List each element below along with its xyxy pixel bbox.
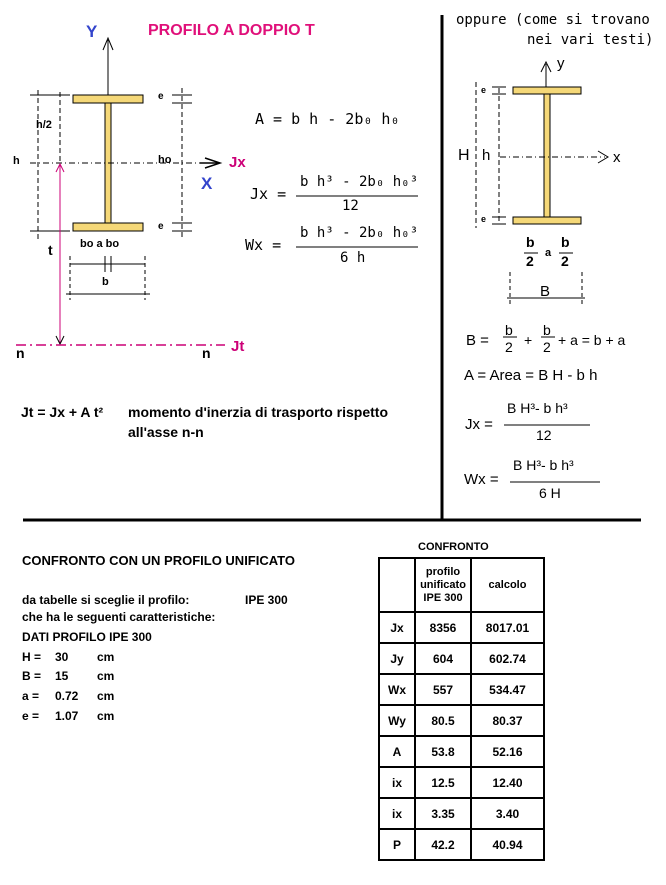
row-unit: cm: [97, 669, 115, 683]
formula-B-frac1-num: b: [505, 322, 513, 338]
row-label: a =: [22, 689, 40, 703]
cell-key: Wy: [379, 705, 415, 736]
formula-area-right: A = Area = B H - b h: [464, 367, 598, 384]
title-doppio-t: PROFILO A DOPPIO T: [148, 22, 315, 39]
b-half-num-2: b: [561, 234, 570, 250]
dim-e-bottom: e: [158, 221, 164, 232]
jt-axis-label: Jt: [231, 338, 245, 355]
dim-ho: ho: [158, 154, 172, 166]
row-value: 30: [55, 650, 69, 664]
table-title: CONFRONTO: [418, 541, 489, 553]
x-axis-right-label: x: [613, 149, 621, 166]
cell-unificato: 604: [415, 643, 471, 674]
formula-B-frac2-den: 2: [543, 339, 551, 355]
formula-jx-right-num: B H³- b h³: [507, 400, 568, 416]
cell-unificato: 12.5: [415, 767, 471, 798]
cell-calcolo: 602.74: [471, 643, 544, 674]
jt-description-line1: momento d'inerzia di trasporto rispetto: [128, 404, 389, 420]
header-col1-line1: profilo: [425, 565, 461, 578]
oppure-line1: oppure (come si trovano: [456, 12, 650, 28]
cell-key: Jx: [379, 612, 415, 643]
dim-e-top: e: [158, 91, 164, 102]
formula-wx-label: Wx =: [245, 236, 282, 254]
line-scelta: da tabelle si sceglie il profilo:: [22, 593, 190, 607]
x-axis-label: X: [201, 174, 213, 193]
top-flange-right: [513, 87, 581, 94]
dim-t: t: [48, 242, 53, 258]
cell-unificato: 53.8: [415, 736, 471, 767]
cell-key: ix: [379, 767, 415, 798]
line-caratteristiche: che ha le seguenti caratteristiche:: [22, 610, 216, 624]
formula-B-lhs: B =: [466, 332, 489, 349]
row-unit: cm: [97, 689, 115, 703]
b-half-den-1: 2: [526, 253, 534, 269]
profile-name: IPE 300: [245, 593, 288, 607]
cell-unificato: 8356: [415, 612, 471, 643]
cell-key: Wx: [379, 674, 415, 705]
formula-jx-right-label: Jx =: [465, 416, 493, 433]
cell-unificato: 42.2: [415, 829, 471, 860]
cell-key: P: [379, 829, 415, 860]
dim-bo-a-bo: bo a bo: [80, 238, 120, 250]
jt-description-line2: all'asse n-n: [128, 424, 204, 440]
formula-B-frac1-den: 2: [505, 339, 513, 355]
cell-calcolo: 40.94: [471, 829, 544, 860]
dim-H-right: H: [458, 147, 470, 164]
i-beam-right: [513, 87, 581, 224]
cell-calcolo: 534.47: [471, 674, 544, 705]
cell-calcolo: 12.40: [471, 767, 544, 798]
row-label: B =: [22, 669, 42, 683]
formula-wx-right-den: 6 H: [539, 485, 561, 501]
cell-calcolo: 3.40: [471, 798, 544, 829]
dim-B-right: B: [540, 283, 551, 300]
cell-key: ix: [379, 798, 415, 829]
web-right: [544, 94, 550, 217]
cell-calcolo: 8017.01: [471, 612, 544, 643]
top-flange: [73, 95, 143, 103]
table-row: [379, 767, 544, 798]
formula-wx-den: 6 h: [340, 250, 366, 266]
cell-calcolo: 52.16: [471, 736, 544, 767]
row-unit: cm: [97, 709, 115, 723]
header-col2: calcolo: [471, 558, 544, 612]
dim-e-top-right: e: [481, 85, 487, 95]
row-value: 1.07: [55, 709, 79, 723]
n-right-label: n: [202, 345, 211, 361]
row-label: e =: [22, 709, 40, 723]
dim-h-right: h: [482, 147, 491, 164]
cell-calcolo: 80.37: [471, 705, 544, 736]
header-empty: [379, 558, 415, 612]
header-col1: [415, 558, 471, 612]
formula-B-plus: +: [524, 332, 533, 348]
table-row: [379, 736, 544, 767]
header-col1-line2: unificato: [420, 578, 466, 591]
table-row: [379, 674, 544, 705]
row-unit: cm: [97, 650, 115, 664]
comparison-table: [378, 557, 545, 861]
row-value: 15: [55, 669, 69, 683]
table-row: [379, 705, 544, 736]
y-axis-right-label: y: [557, 55, 565, 72]
dim-h: h: [13, 155, 20, 167]
table-row: [379, 829, 544, 860]
table-row: [379, 612, 544, 643]
y-axis-label: Y: [86, 22, 98, 41]
formula-jx-den: 12: [342, 198, 359, 214]
section-heading: CONFRONTO CON UN PROFILO UNIFICATO: [22, 553, 295, 568]
dim-b: b: [102, 276, 109, 288]
formula-area: A = b h - 2b₀ h₀: [255, 110, 400, 128]
table-row: [379, 798, 544, 829]
dim-h-half: h/2: [36, 119, 52, 131]
b-half-den-2: 2: [561, 253, 569, 269]
formula-jx-right-den: 12: [536, 427, 552, 443]
dim-e-bottom-right: e: [481, 214, 487, 224]
cell-unificato: 557: [415, 674, 471, 705]
formula-jt: Jt = Jx + A t²: [21, 404, 104, 420]
formula-wx-right-label: Wx =: [464, 471, 499, 488]
formula-wx-right-num: B H³- b h³: [513, 457, 574, 473]
oppure-line2: nei vari testi): [527, 32, 654, 48]
n-left-label: n: [16, 345, 25, 361]
dim-a-right: a: [545, 247, 552, 259]
header-col1-line3: IPE 300: [423, 591, 463, 604]
formula-jx-num: b h³ - 2b₀ h₀³: [300, 174, 419, 190]
formula-jx-label: Jx =: [250, 185, 287, 203]
row-label: H =: [22, 650, 42, 664]
formula-wx-num: b h³ - 2b₀ h₀³: [300, 225, 419, 241]
b-half-num-1: b: [526, 234, 535, 250]
row-value: 0.72: [55, 689, 79, 703]
bottom-flange: [73, 223, 143, 231]
cell-key: Jy: [379, 643, 415, 674]
jx-axis-label: Jx: [229, 154, 246, 171]
cell-key: A: [379, 736, 415, 767]
cell-unificato: 3.35: [415, 798, 471, 829]
table-header-row: [379, 558, 544, 612]
formula-B-frac2-num: b: [543, 322, 551, 338]
bottom-flange-right: [513, 217, 581, 224]
dati-heading: DATI PROFILO IPE 300: [22, 630, 152, 644]
formula-B-rhs: + a = b + a: [558, 332, 626, 348]
cell-unificato: 80.5: [415, 705, 471, 736]
table-row: [379, 643, 544, 674]
